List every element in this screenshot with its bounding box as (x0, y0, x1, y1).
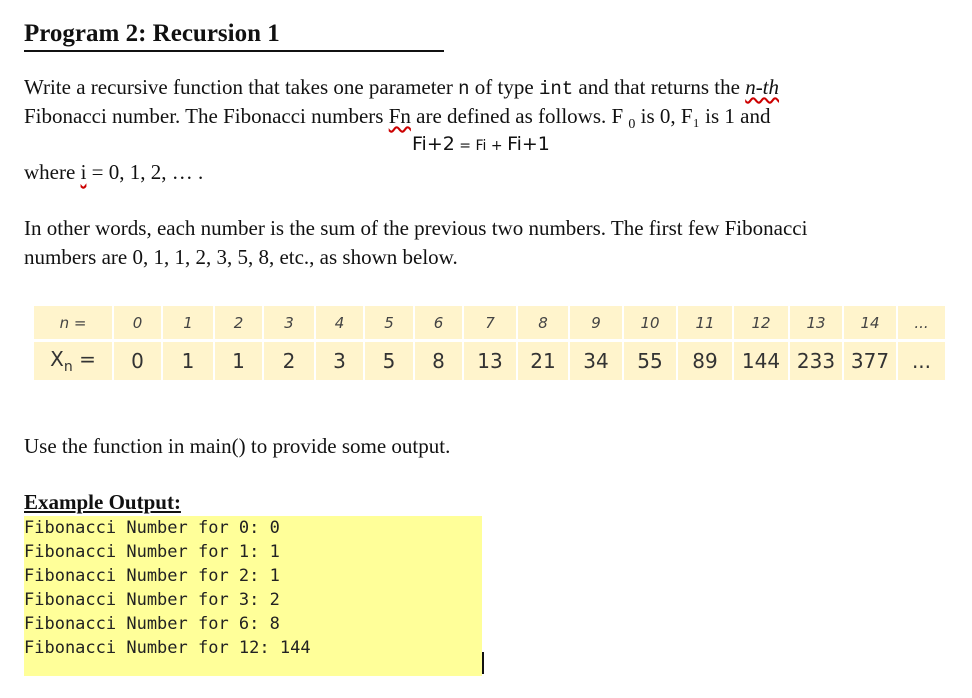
usage-instruction: Use the function in main() to provide some output. (24, 434, 451, 458)
value-row (34, 341, 946, 381)
value-cell: 55 (623, 341, 677, 381)
x-label-sub: n (63, 359, 73, 375)
intro-text: Write a recursive function that takes one parameter (24, 75, 459, 99)
index-cell: 10 (623, 306, 677, 341)
formula-term-2: Fi+1 (507, 133, 550, 155)
type-code: int (538, 78, 574, 100)
formula-plus: + (486, 138, 508, 154)
ellipsis-cell: ... (897, 341, 946, 381)
output-line: Fibonacci Number for 1: 1 (24, 542, 280, 562)
index-cell: 9 (569, 306, 623, 341)
explanation-line-2: numbers are 0, 1, 1, 2, 3, 5, 8, etc., as shown below. (24, 245, 458, 269)
index-cell: 13 (789, 306, 843, 341)
fibonacci-table (34, 306, 947, 380)
nth-term: n-th (745, 75, 780, 99)
output-line: Fibonacci Number for 2: 1 (24, 566, 280, 586)
page-title: Program 2: Recursion 1 (24, 18, 444, 52)
intro-line-1 (24, 73, 779, 104)
index-cell: 11 (677, 306, 733, 341)
x-label-eq: = (72, 347, 96, 371)
x-label (34, 341, 113, 381)
index-var: i (80, 160, 87, 184)
value-cell: 377 (843, 341, 897, 381)
value-cell: 3 (315, 341, 364, 381)
where-text: where (24, 160, 81, 184)
intro-text: and that returns the (573, 75, 746, 99)
x-label-text: X (50, 347, 64, 371)
intro-text: of type (469, 75, 539, 99)
value-cell: 13 (463, 341, 517, 381)
explanation-line-1: In other words, each number is the sum of the previous two numbers. The first few Fibonacci (24, 216, 808, 240)
ellipsis-cell: ... (897, 306, 946, 341)
value-cell: 233 (789, 341, 843, 381)
text-cursor (482, 652, 484, 674)
value-cell: 144 (733, 341, 789, 381)
output-line: Fibonacci Number for 12: 144 (24, 638, 311, 658)
index-cell: 6 (414, 306, 463, 341)
index-cell: 3 (263, 306, 315, 341)
intro-text: is 0, F₁ is 1 and (635, 104, 771, 128)
formula-lhs: Fi+2 (412, 133, 455, 155)
output-line: Fibonacci Number for 0: 0 (24, 518, 280, 538)
index-cell: 5 (364, 306, 414, 341)
value-cell: 21 (517, 341, 569, 381)
subscript-zero: 0 (628, 117, 636, 133)
index-cell: 0 (113, 306, 162, 341)
value-cell: 0 (113, 341, 162, 381)
value-cell: 2 (263, 341, 315, 381)
value-cell: 5 (364, 341, 414, 381)
formula-equals: = (454, 138, 476, 154)
index-cell: 12 (733, 306, 789, 341)
value-cell: 89 (677, 341, 733, 381)
intro-line-2 (24, 102, 771, 139)
where-clause (24, 158, 203, 187)
index-cell: 7 (463, 306, 517, 341)
fibonacci-formula (412, 133, 550, 155)
index-cell: 4 (315, 306, 364, 341)
intro-text: Fibonacci number. The Fibonacci numbers (24, 104, 389, 128)
output-line: Fibonacci Number for 6: 8 (24, 614, 280, 634)
output-line: Fibonacci Number for 3: 2 (24, 590, 280, 610)
index-cell: 8 (517, 306, 569, 341)
value-cell: 1 (162, 341, 214, 381)
intro-text: are defined as follows. F (410, 104, 629, 128)
index-cell: 2 (214, 306, 263, 341)
n-label: n = (34, 306, 113, 341)
index-cell: 14 (843, 306, 897, 341)
value-cell: 1 (214, 341, 263, 381)
index-cell: 1 (162, 306, 214, 341)
value-cell: 34 (569, 341, 623, 381)
formula-term-1: Fi (475, 138, 487, 154)
value-cell: 8 (414, 341, 463, 381)
example-heading: Example Output: (24, 490, 181, 514)
example-output-box (24, 516, 482, 676)
index-row (34, 306, 946, 341)
param-code: n (458, 78, 470, 100)
where-text: = 0, 1, 2, … . (86, 160, 204, 184)
fn-term: Fn (388, 104, 411, 128)
